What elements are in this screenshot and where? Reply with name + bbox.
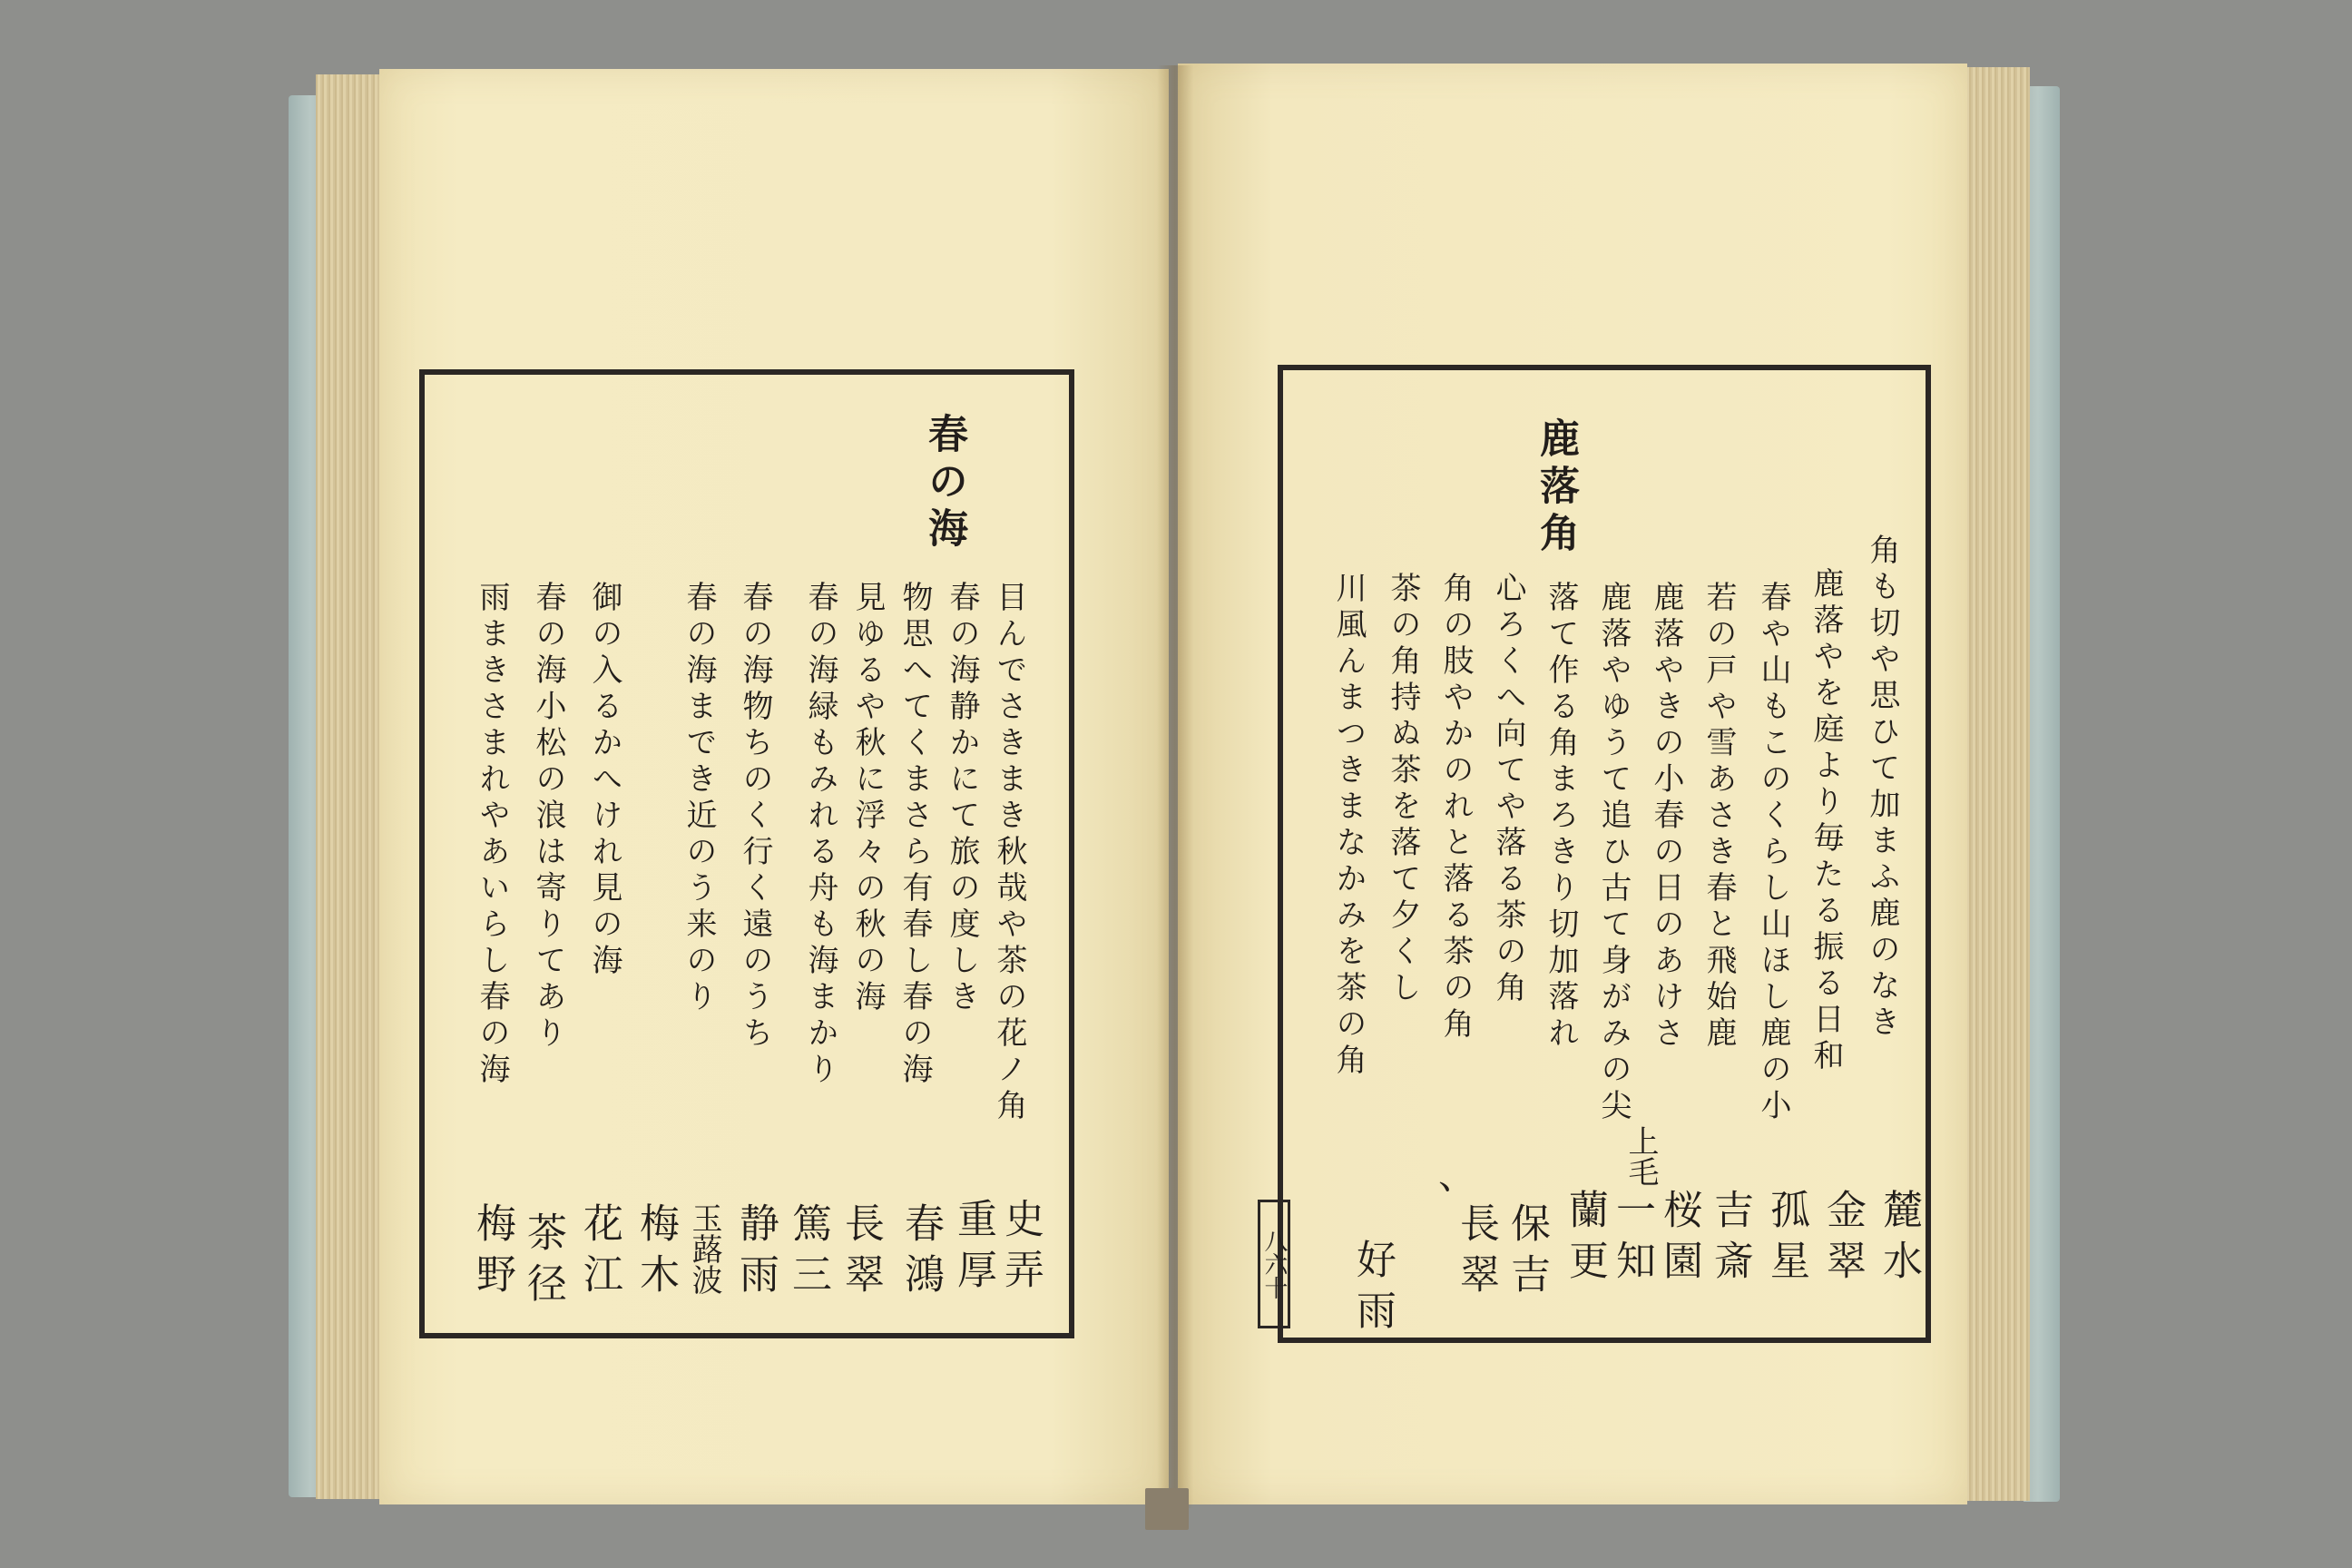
right-verse-9: 角の肢やかのれと落る茶の角	[1437, 572, 1474, 1044]
left-verse-9: 春の海小松の浪は寄りてあり	[530, 581, 566, 1053]
right-verse-4: 若の戸や雪あさき春と飛始鹿	[1700, 581, 1737, 1053]
right-author-5: 桜園	[1656, 1189, 1702, 1290]
bookmark-ribbon	[1145, 1488, 1189, 1530]
left-author-11: 梅野	[469, 1202, 515, 1304]
right-verse-5: 鹿落やきの小春の日のあけさ	[1648, 581, 1684, 1053]
left-verse-4: 見ゆるや秋に浮々の秋の海	[849, 581, 886, 1016]
left-author-1: 史弄	[997, 1198, 1044, 1299]
left-page-edges	[316, 74, 381, 1499]
left-verse-10: 雨まきさまれやあいらし春の海	[474, 581, 510, 1089]
left-author-8: 梅木	[632, 1202, 679, 1304]
left-author-2: 重厚	[950, 1198, 996, 1299]
right-verse-3: 春や山もこのくらし山ほし鹿の小	[1755, 581, 1791, 1125]
right-page-edges	[1965, 67, 2030, 1501]
left-author-3: 春鴻	[897, 1202, 944, 1304]
right-author-3: 孤星	[1763, 1189, 1809, 1290]
book-gutter	[1157, 65, 1193, 1508]
left-section-title: 春の海	[921, 413, 967, 554]
right-verse-8: 心ろくへ向てや落る茶の角	[1490, 572, 1526, 1007]
left-author-4: 長翠	[838, 1202, 884, 1304]
left-author-9: 花江	[576, 1202, 622, 1304]
right-verse-2: 鹿落やを庭より毎たる振る日和	[1808, 567, 1844, 1075]
right-section-title: 鹿落角	[1533, 417, 1579, 559]
left-verse-1: 目んでさきまき秋哉や茶の花ノ角	[991, 581, 1027, 1125]
left-verse-8: 御の入るかへけれ見の海	[586, 581, 622, 980]
left-verse-5: 春の海緑もみれる舟も海まかり	[802, 581, 838, 1089]
left-verse-3: 物思へてくまさら有春し春の海	[897, 581, 933, 1089]
right-author-11: 好雨	[1349, 1239, 1396, 1340]
right-verse-6: 鹿落やゆうて追ひ古て身がみの尖	[1595, 581, 1632, 1125]
right-author-7: 蘭更	[1562, 1189, 1608, 1290]
right-author-10: 、	[1406, 1180, 1452, 1230]
left-author-5: 篤三	[785, 1202, 831, 1304]
right-verse-7: 落て作る角まろきり切加落れ	[1543, 581, 1579, 1053]
right-author-4: 吉斎	[1707, 1189, 1753, 1290]
right-verse-1: 角も切や思ひて加まふ鹿のなき	[1864, 534, 1900, 1042]
right-author-9: 長翠	[1453, 1202, 1499, 1304]
right-author-1: 麓水	[1876, 1189, 1922, 1290]
page-number: 八六十	[1258, 1200, 1290, 1328]
left-verse-6: 春の海物ちのく行く遠のうち	[737, 581, 773, 1053]
right-marginal-note: 上毛	[1622, 1125, 1659, 1187]
left-author-10: 茶径	[520, 1211, 566, 1313]
right-author-6: 一知	[1609, 1189, 1655, 1290]
right-author-8: 保吉	[1504, 1202, 1550, 1304]
left-author-7: 玉蕗波	[686, 1202, 722, 1295]
right-verse-10: 茶の角持ぬ茶を落て夕くし	[1385, 572, 1421, 1007]
left-author-6: 静雨	[732, 1202, 779, 1304]
right-author-2: 金翠	[1819, 1189, 1866, 1290]
right-verse-11: 川風んまつきまなかみを茶の角	[1330, 572, 1367, 1080]
left-verse-2: 春の海静かにて旅の度しき	[944, 581, 980, 1016]
left-verse-7: 春の海までき近のう来のり	[681, 581, 717, 1016]
